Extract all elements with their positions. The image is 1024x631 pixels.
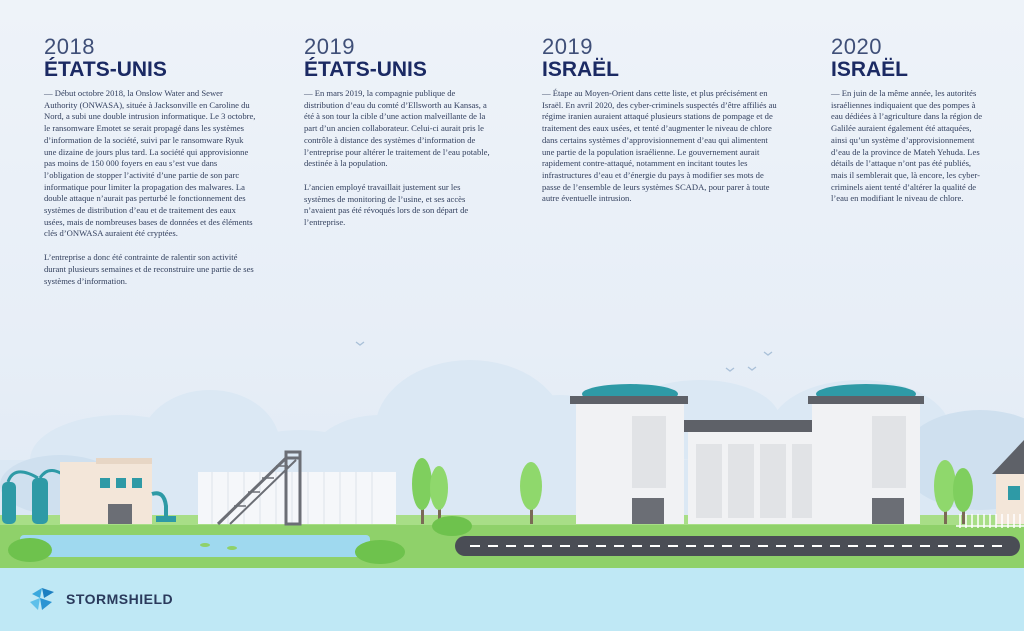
column-2020-israel (831, 36, 983, 217)
year-label: 2020 (831, 34, 882, 59)
fence (956, 514, 1024, 528)
paragraph: — Étape au Moyen-Orient dans cette liste, et plus précisément en Israël. En avril 2020, des cyber-criminels suspectés d’être affiliés au régime iranien auraient attaqué plusieurs stations de pompage et de traitement des eaux usées, et tenté d’augmenter le niveau de chlore dans certains systèmes d’approvisionnement d’eau qui alimentent une partie de la population israélienne. Le gouvernement aurait rapidement contre-attaqué, notamment en incitant toutes les infrastructures d’eau et d’énergie du pays à modifier ses mots de passe de l’ensemble de leurs systèmes SCADA, pour parer à toute autre éventuelle intrusion. (542, 88, 777, 204)
paragraph: — Début octobre 2018, la Onslow Water and Sewer Authority (ONWASA), située à Jacksonville en Caroline du Nord, a subi une double intrusion informatique. Le 3 octobre, le ransomware Emotet se serait propagé dans les systèmes d’information de la société, suivi par le ransomware Ryuk une dizaine de jours plus tard. La société qui approvisionne pas moins de 150 000 foyers en eau s’est vue dans l’obligation de stopper l’activité d’une partie de son parc informatique pour limiter la propagation des malwares. La double attaque n’aurait pas perturbé le fonctionnement des systèmes de distribution d’eau et de traitement des eaux usées, mais de nombreuses bases de données et des éléments clés d’ONWASA auraient été cryptées. (44, 88, 256, 239)
road (455, 536, 1020, 556)
column-2019-usa (304, 36, 490, 241)
country-title: ISRAËL (542, 58, 620, 81)
stormshield-logo-icon (28, 586, 58, 612)
paragraph: — En juin de la même année, les autorités israéliennes indiquaient que des pompes à eau dédiées à l’agriculture dans la région de Galilée auraient également été attaquées, ainsi qu’un système d’approvisionnement d’eau de la province de Mateh Yehuda. Les détails de l’attaque n’ont pas été publiés, mais il semblerait que, là encore, les cyber-criminels aient tenté d’altérer la qualité de l’eau en modifiant le niveau de chlore. (831, 88, 983, 204)
year-label: 2019 (304, 34, 355, 59)
year-label: 2018 (44, 34, 95, 59)
country-title: ÉTATS-UNIS (44, 58, 167, 81)
country-title: ISRAËL (831, 58, 909, 81)
pond (20, 535, 370, 557)
column-2019-israel (542, 36, 778, 217)
brand-name: STORMSHIELD (66, 591, 174, 607)
year-label: 2019 (542, 34, 593, 59)
column-2018-usa (44, 36, 256, 299)
paragraph: L’entreprise a donc été contrainte de ralentir son activité durant plusieurs semaines et de reconstruire une partie de ses systèmes d’information. (44, 252, 254, 286)
birds-illustration (356, 342, 772, 371)
paragraph: — En mars 2019, la compagnie publique de distribution d’eau du comté d’Ellsworth au Kansas, a été à son tour la cible d’une action malveillante de la part d’un ancien collaborateur. Celui-ci aurait pris le contrôle à distance des systèmes d’information de l’entreprise pour altérer le traitement de l’eau potable, destinée à la population. (304, 88, 490, 169)
stormshield-logo (28, 586, 173, 612)
paragraph: L’ancien employé travaillait justement sur les systèmes de monitoring de l’usine, et ses accès n’avaient pas été révoqués lors de son départ de l’entreprise. (304, 181, 469, 228)
country-title: ÉTATS-UNIS (304, 58, 427, 81)
